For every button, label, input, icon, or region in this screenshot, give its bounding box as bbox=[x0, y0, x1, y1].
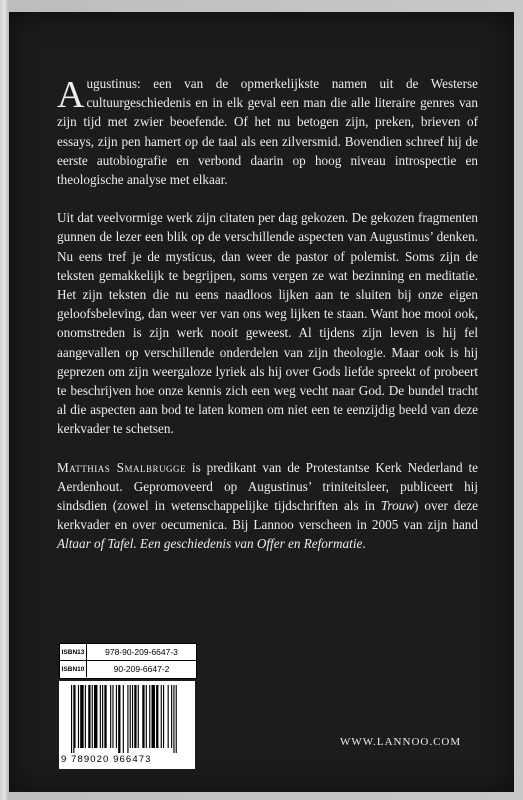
barcode bbox=[59, 681, 195, 769]
barcode-bar bbox=[152, 685, 155, 748]
drop-cap: A bbox=[57, 74, 85, 116]
author-bio bbox=[57, 458, 478, 554]
barcode-bars bbox=[59, 681, 195, 755]
author-name: Matthias Smalbrugge bbox=[57, 459, 186, 475]
barcode-bar bbox=[149, 685, 150, 748]
author-bio-end: . bbox=[362, 536, 366, 552]
barcode-bar bbox=[78, 685, 79, 748]
barcode-bar bbox=[110, 685, 111, 748]
barcode-bar bbox=[171, 685, 172, 748]
intro-paragraph-text: ugustinus: een van de opmerkelijkste namen uit de Westerse cultuurgeschiedenis en in elk geval een man die alle literaire genres van zijn tijd met zwier beoefende. Of het nu betogen zijn, preken, brieven of essays, zijn pen hamert op de taal als een zilversmid. Bovendien schreef hij de eerste autobiografie en verbond daarin op hoog niveau introspectie en theologische analyse met elkaar. bbox=[57, 76, 478, 188]
journal-title: Trouw bbox=[380, 498, 415, 514]
intro-paragraph bbox=[57, 74, 478, 189]
barcode-bar bbox=[71, 685, 72, 753]
barcode-bar bbox=[85, 685, 86, 748]
barcode-bar bbox=[116, 685, 117, 748]
author-bio-text-1: is predikant van de Protestantse Kerk Nederland te Aerdenhout. Gepromoveerd op Augustinus’ triniteitsleer, publiceert hij sindsdien (zowel in wetenschappelijke tijdschriften als in bbox=[57, 459, 478, 514]
isbn10-row bbox=[60, 661, 196, 677]
isbn13-value: 978-90-209-6647-3 bbox=[105, 647, 178, 657]
author-bio-text-2: ) over deze kerkvader en over oecumenica. Bij Lannoo verscheen in 2005 van zijn hand bbox=[57, 498, 478, 533]
barcode-bar bbox=[168, 685, 169, 748]
barcode-bar bbox=[130, 685, 131, 748]
body-paragraph: Uit dat veelvormige werk zijn citaten per dag gekozen. De gekozen fragmenten gunnen de lezer een blik op de verschillende aspecten van Augustinus’ denken. Nu eens tref je de mysticus, dan weer de pastor of polemist. Soms zijn de teksten gemakkelijk te begrijpen, soms vergen ze wat bezinning en meditatie. Het zijn teksten die nu eens naadloos lijken aan te sluiten bij onze eigen geloofsbeleving, dan weer ver van ons weg lijken te staan. Want hoe mooi ook, onomstreden is zijn werk nooit geweest. Al tijdens zijn leven is hij fel aangevallen op verschillende onderdelen van zijn theologie. Maar ook is hij geprezen om zijn weergaloze lyriek als hij over Gods liefde spreekt of probeert te beschrijven hoe onze kennis zich een weg vecht naar God. De bundel tracht al die aspecten aan bod te laten komen om niet een te eenzijdig beeld van deze kerkvader te schetsen. bbox=[57, 210, 478, 437]
barcode-bar bbox=[73, 685, 74, 753]
barcode-bar bbox=[80, 685, 83, 748]
barcode-bar bbox=[123, 685, 124, 753]
barcode-bar bbox=[112, 685, 113, 748]
isbn10-label: ISBN10 bbox=[60, 661, 87, 677]
barcode-bar bbox=[102, 685, 103, 748]
barcode-bar bbox=[146, 685, 147, 748]
isbn10-value: 90-209-6647-2 bbox=[113, 664, 170, 674]
isbn13-row bbox=[60, 644, 196, 661]
barcode-bar bbox=[74, 685, 75, 748]
barcode-bar bbox=[104, 685, 106, 748]
barcode-bar bbox=[94, 685, 97, 748]
publisher-website: WWW.LANNOO.COM bbox=[340, 736, 462, 748]
barcode-digits: 9 789020 966473 bbox=[61, 754, 152, 765]
barcode-bar bbox=[118, 685, 120, 753]
barcode-bar bbox=[88, 685, 90, 748]
barcode-bar bbox=[161, 685, 162, 748]
book-title: Altaar of Tafel. Een geschiedenis van Offer en Reformatie bbox=[57, 536, 363, 552]
isbn-box bbox=[59, 643, 197, 679]
barcode-bar bbox=[92, 685, 93, 748]
barcode-bar bbox=[134, 685, 136, 748]
barcode-bar bbox=[138, 685, 139, 748]
barcode-bar bbox=[156, 685, 158, 748]
isbn13-label: ISBN13 bbox=[60, 644, 87, 660]
blurb-text bbox=[57, 74, 478, 573]
barcode-bar bbox=[173, 685, 174, 753]
barcode-bar bbox=[100, 685, 101, 748]
barcode-bar bbox=[163, 685, 164, 748]
barcode-bar bbox=[142, 685, 144, 748]
barcode-bar bbox=[132, 685, 133, 748]
barcode-bar bbox=[127, 685, 128, 753]
barcode-bar bbox=[176, 685, 177, 753]
